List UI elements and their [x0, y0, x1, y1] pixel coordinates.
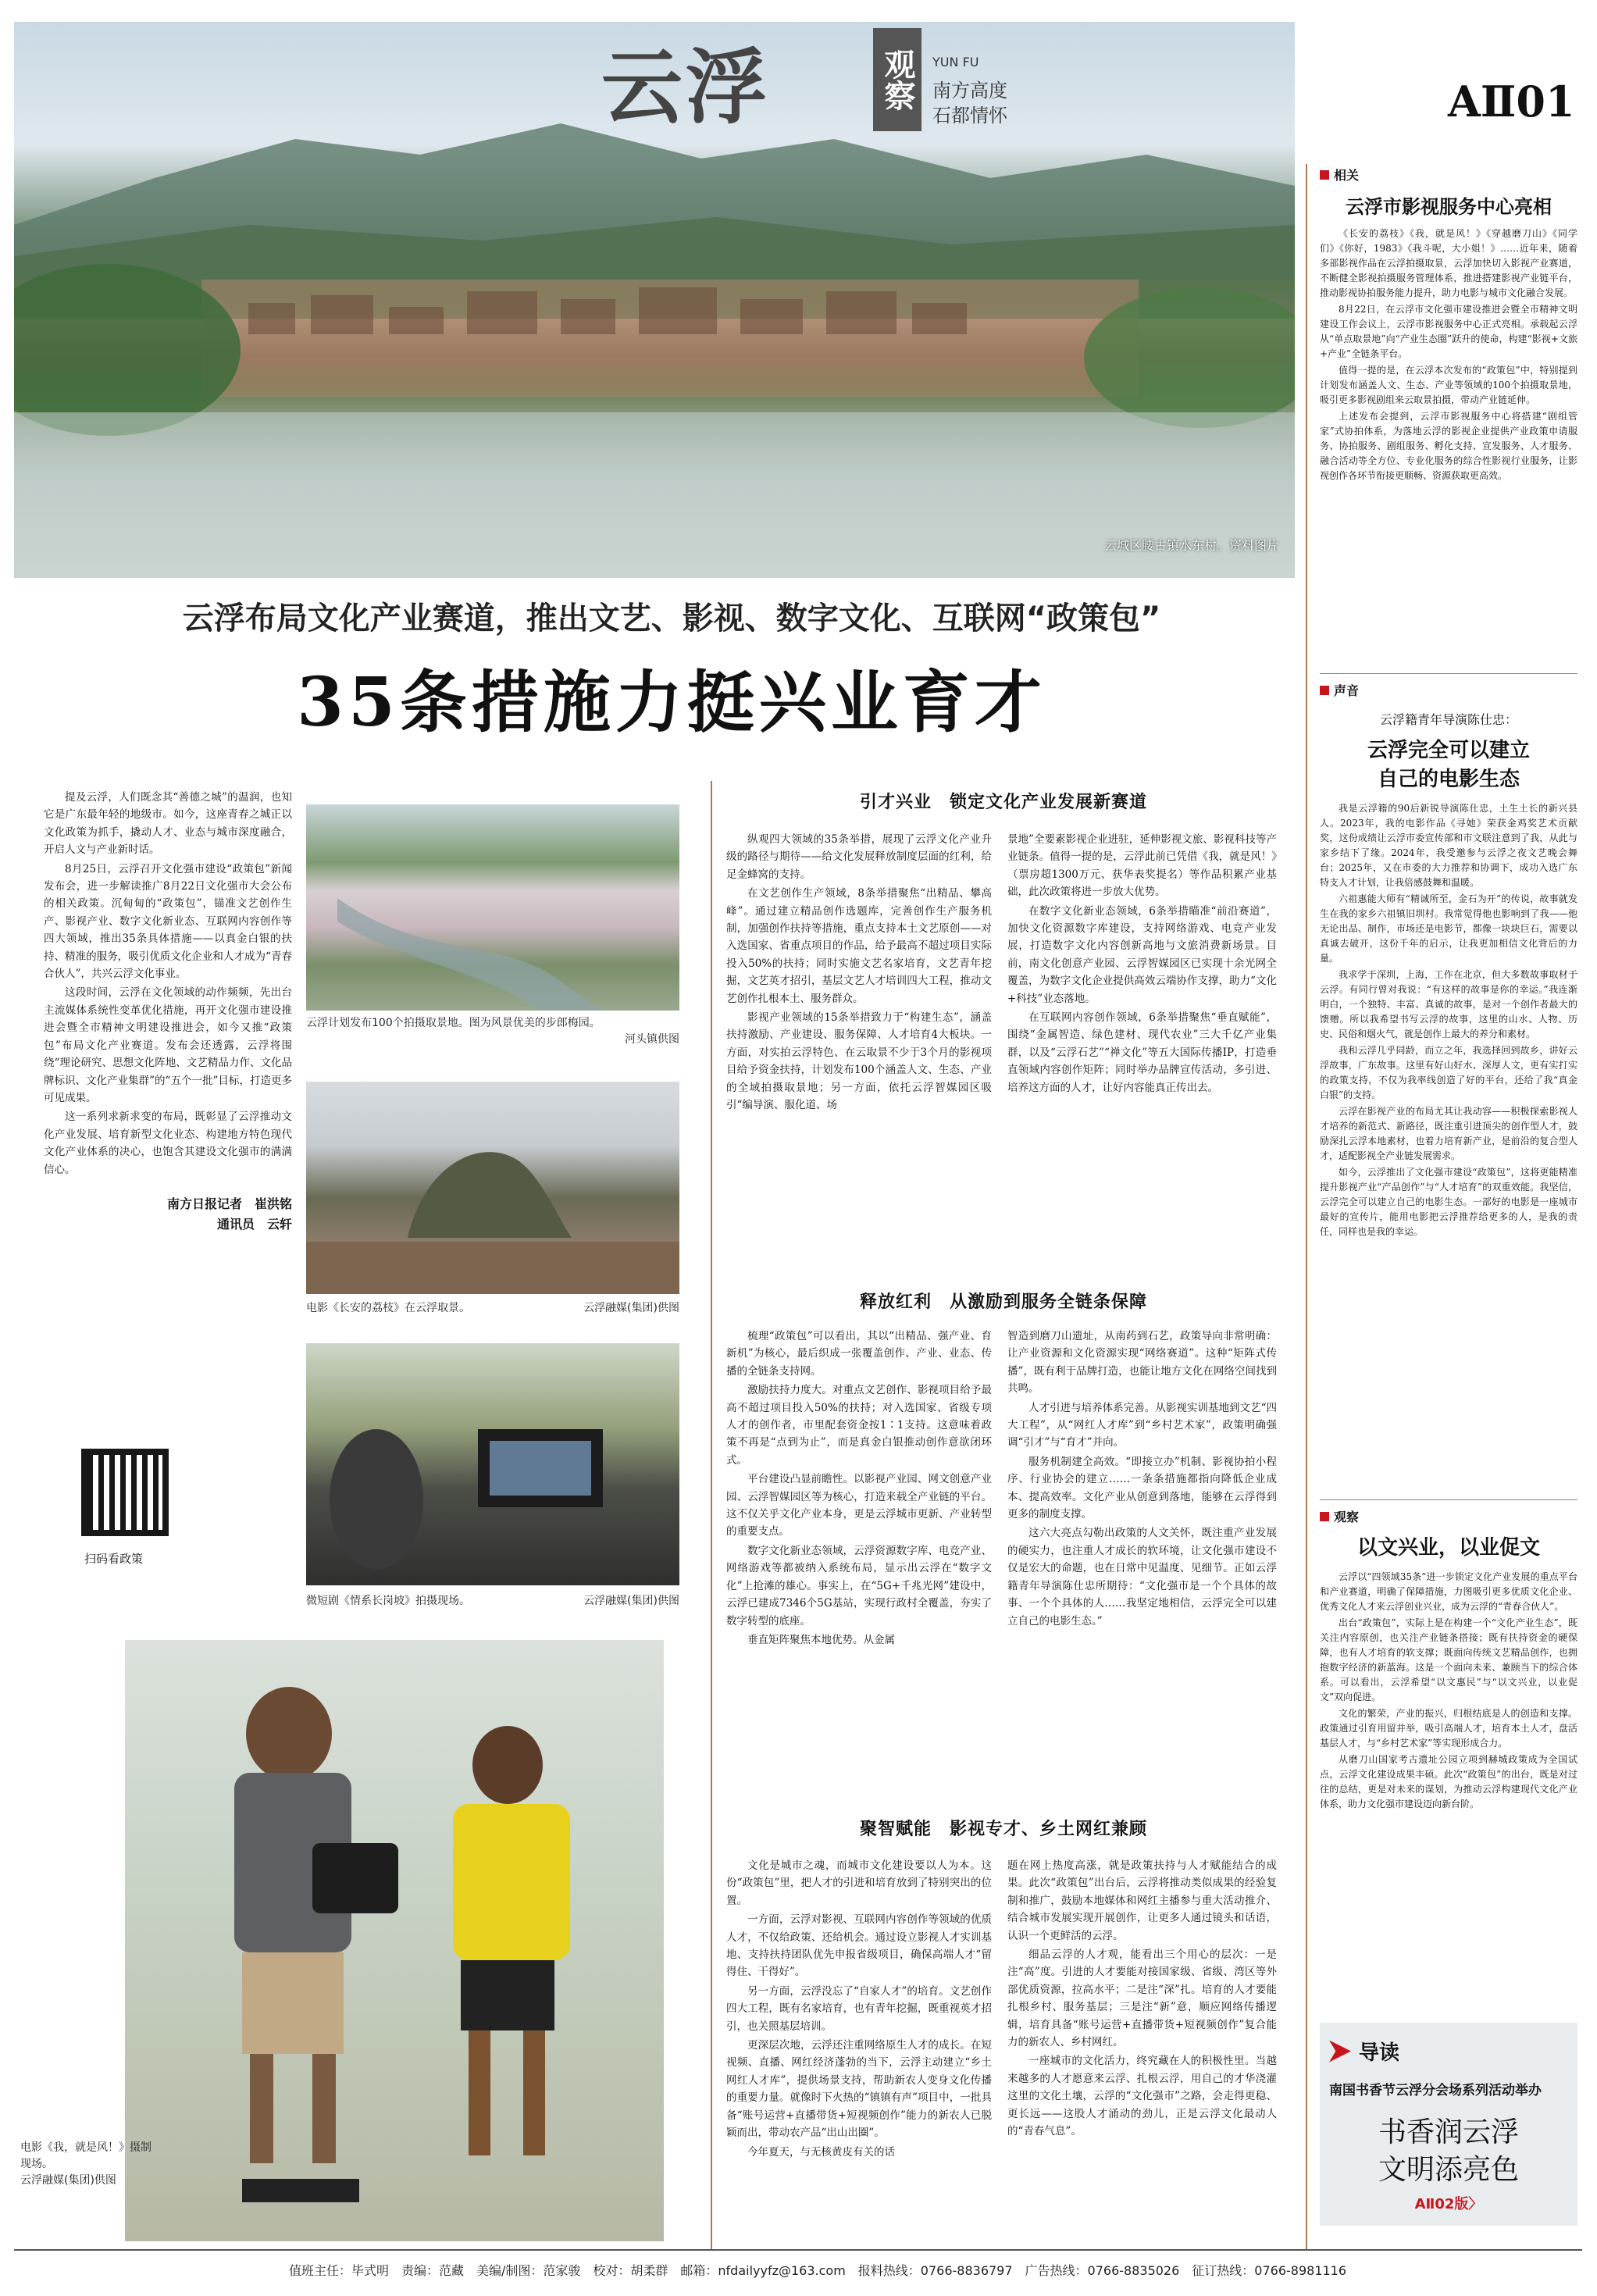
- plum-garden-scene: [306, 804, 679, 1011]
- caption-text: 云浮计划发布100个拍摄取景地。图为风景优美的步郎梅园。: [306, 1017, 601, 1029]
- guide-title-1: 书香润云浮: [1378, 2116, 1519, 2148]
- sidebar-paragraph: 云浮在影视产业的布局尤其让我动容——积极探索影视人才培养的新范式、新路径，既注重引进顶尖的创作型人才，鼓励深扎云浮本地素材，也着力培育新产业，是前沿的复合型人才，适配影视全产业链发展需求。: [1320, 1106, 1577, 1161]
- photo-running-scene: [125, 1640, 664, 2241]
- body-paragraph: 一方面，云浮对影视、互联网内容创作等领域的优质人才，不仅给政策、还给机会。通过设立影视人才实训基地、支持扶持团队优先申报省级项目，确保高端人才“留得住、干得好”。: [726, 1913, 992, 1979]
- sidebar-paragraph: 上述发布会提到，云浮市影视服务中心将搭建“剧组管家”式协拍体系，为落地云浮的影视企业提供产业政策申请服务、协拍服务、剧组服务、孵化支持、宣发服务、人才服务、融合活动等全方位、专业化服务的综合性影视行业服务，让影视创作各环节衔接更顺畅、资源获取更高效。: [1320, 411, 1577, 481]
- body-paragraph: 垂直矩阵聚焦本地优势。从金属: [747, 1633, 895, 1646]
- section-1-col-2: [1007, 831, 1277, 1098]
- sidebar-paragraph: 我和云浮几乎同龄，而立之年，我选择回到故乡，讲好云浮故事，广东故事。这里有好山好水、深厚人文，更有实打实的政策支持，不仅为我率线创造了好的平台，还给了我“真金白银”的支持。: [1320, 1045, 1577, 1100]
- section-heading: 引才兴业 锁定文化产业发展新赛道: [859, 793, 1147, 812]
- film-set-scene: [306, 1082, 679, 1294]
- policy-qr-code[interactable]: [81, 1449, 169, 1536]
- sidebar-paragraph: 如今，云浮推出了文化强市建设“政策包”，这将更能精准提升影视产业“产品创作”与“人才培育”的双重效能。我坚信，云浮完全可以建立自己的电影生态。一部好的电影是一座城市最好的宣传片，能用电影把云浮推荐给更多的人，是我的责任，同样也是我的幸运。: [1320, 1167, 1577, 1237]
- section-slogan-2: 石都情怀: [932, 105, 1007, 127]
- headline: 35条措施力挺兴业育才: [297, 663, 1046, 742]
- voice-kicker: 云浮籍青年导演陈仕忠：: [1379, 712, 1517, 727]
- sidebar-tag: [1320, 166, 1577, 184]
- sidebar-voice: [1320, 681, 1577, 1241]
- section-heading: 聚智赋能 影视专才、乡土网红兼顾: [859, 1820, 1147, 1839]
- body-paragraph: 人才引进与培养体系完善。从影视实训基地到文艺“四大工程”，从“网红人才库”到“乡村艺术家”，政策明确强调“引才”与“育才”并向。: [1007, 1401, 1277, 1449]
- hero-caption: 云城区腰古镇水东村。资料图片: [1103, 538, 1279, 553]
- tag-label: 观察: [1334, 1510, 1360, 1524]
- body-paragraph: 今年夏天，与无核黄皮有关的话: [747, 2145, 895, 2159]
- section-2-col-2: [1007, 1328, 1277, 1631]
- body-paragraph: 在数字文化新业态领域，6条举措瞄准“前沿赛道”，加快文化资源数字库建设，支持网络游戏、电竞产业发展，打造数字文化内容创新高地与文旅消费新场景。目前，南文化创意产业园、云浮智媒园区已实现十余光网全覆盖，为数字文化企业提供高效云端协作支撑，助力“文化+科技”业态落地。: [1007, 904, 1277, 1005]
- lead-paragraph: 8月25日，云浮召开文化强市建设“政策包”新闻发布会，进一步解读推广8月22日文化强市大会公布的相关政策。沉甸甸的“政策包”，锚准文艺创作生产、影视产业、数字文化新业态、互联网内容创作等四大领域，推出35条具体措施——以真金白银的扶持、精准的服务，吸引优质文化企业和人才成为“青春合伙人”，共兴云浮文化事业。: [44, 862, 292, 981]
- section-subtitle-box: 观察: [873, 28, 921, 131]
- tag-label: 声音: [1334, 683, 1360, 698]
- body-paragraph: 一座城市的文化活力，终究藏在人的积极性里。当越来越多的人才愿意来云浮、扎根云浮，用自己的才华浇灌这里的文化土壤，云浮的“文化强市”之路，会走得更稳、更长远——这股人才涌动的劲儿，正是云浮文化最动人的“青春气息”。: [1007, 2055, 1277, 2138]
- footer-credits: 值班主任：毕式明 责编：范藏 美编/制图：范家骏 校对：胡柔群 邮箱：nfdailyyfz@163.com 报料热线：0766-8836797 广告热线：0766-8835026 征订热线：0766-8981116: [289, 2263, 1347, 2278]
- body-paragraph: 另一方面，云浮没忘了“自家人才”的培育。文艺创作四大工程，既有名家培育，也有青年挖掘，既重视英才招引，也关照基层培训。: [726, 1984, 992, 2033]
- caption-credit: 云浮融媒(集团)供图: [583, 1595, 679, 1607]
- photo-caption: [306, 1015, 679, 1048]
- caption-credit: 云浮融媒(集团)供图: [20, 2174, 116, 2187]
- guide-line: 南国书香节云浮分会场系列活动举办: [1329, 2083, 1542, 2098]
- body-paragraph: 纵观四大领域的35条举措，展现了云浮文化产业升级的路径与期待——给文化发展释放制度层面的红利，给足金蜂窝的支持。: [726, 833, 992, 881]
- body-paragraph: 更深层次地，云浮还注重网络原生人才的成长。在短视频、直播、网红经济蓬勃的当下，云浮主动建立“乡土网红人才库”，提供场景支持，帮助新农人变身文化传播的重要力量。就像时下火热的“镇镇有声”项目中，一批具备“账号运营+直播带货+短视频创作”能力的新农人已脱颖而出，带动农产品“出山出圈”。: [726, 2039, 992, 2140]
- body-paragraph: 数字文化新业态领域，云浮资源数字库、电竞产业、网络游戏等都被纳入系统布局，显示出云浮在“数字文化”上抢滩的雄心。事实上，在“5G+千兆光网”建设中，云浮已建成7346个5G基站，实现行政村全覆盖，夯实了数字转型的底座。: [726, 1544, 992, 1628]
- guide-box[interactable]: [1320, 2023, 1577, 2226]
- body-paragraph: 智造到磨刀山遗址，从南药到石艺，政策导向非常明确：让产业资源和文化资源实现“网络赛道”。这种“矩阵式传播”，既有利于品牌打造，也能让地方文化在网络空间找到共鸣。: [1007, 1330, 1277, 1396]
- caption-text: 电影《我，就是风！》摄制现场。: [20, 2141, 152, 2170]
- byline-correspondent: 通讯员 云轩: [216, 1216, 292, 1232]
- body-paragraph: 这六大亮点勾勒出政策的人文关怀，既注重产业发展的硬实力，也注重人才成长的软环境，让文化强市建设不仅是宏大的命题，也在日常中见温度、见细节。正如云浮籍青年导演陈仕忠所期待：“文化强市是一个个具体的故事、一个个具体的人……我坚定地相信，云浮完全可以建立自己的电影生态。”: [1007, 1527, 1277, 1628]
- sidebar-paragraph: 《长安的荔枝》《我，就是风！》《穿越磨刀山》《同学们》《你好，1983》《我斗呢，大小姐！》……近年来，随着多部影视作品在云浮拍摄取景，云浮加快切入影视产业赛道，不断健全影视拍摄服务管理体系，推进搭建影视产业链平台，推动影视协拍服务能力提升，助力电影与城市文化融合发展。: [1320, 228, 1577, 298]
- body-paragraph: 在文艺创作生产领域，8条举措聚焦“出精品、攀高峰”。通过建立精品创作选题库，完善创作生产服务机制，加强创作扶持等措施，重点支持本土文艺原创——对入选国家、省重点项目的作品，给予最高不超过项目实际投入50%的扶持；同时实施文艺名家培育，文艺青年挖掘，文艺英才招引，基层文艺人才培训四大工程，推动文艺创作扎根本土、服务群众。: [726, 887, 992, 1005]
- sidebar-observe: [1320, 1507, 1577, 1813]
- body-paragraph: 梳理“政策包”可以看出，其以“出精品、强产业、育新机”为核心，最后织成一张覆盖创作、产业、业态、传播的全链条支持网。: [726, 1330, 992, 1378]
- caption-credit: 云浮融媒(集团)供图: [583, 1302, 679, 1314]
- lead-paragraph: 这段时间，云浮在文化领域的动作频频，先出台主流媒体系统性变革优化措施，再开文化强市建设推进会暨全市精神文明建设推进会，如今又推“政策包”布局文化产业赛道。发布会还透露，云浮将围绕“理论研究、思想文化阵地、文艺精品力作、文化品牌标识、文化产业集群”的“五个一批”目标，打造更多可见成果。: [44, 986, 292, 1104]
- sidebar-paragraph: 出台“政策包”，实际上是在构建一个“文化产业生态”，既关注内容原创，也关注产业链条搭接；既有扶持资金的硬保障，也有人才培育的软支撑；既面向传统文艺精品创作，也拥抱数字经济的新蓝海。这是一个面向未来、兼顾当下的综合体系。可以看出，云浮希望“以文惠民”与“以文兴业，以业促文”双向促进。: [1320, 1617, 1577, 1702]
- photo-caption: [306, 1593, 679, 1610]
- photo-caption: [20, 2140, 153, 2189]
- byline-reporter: 南方日报记者 崔洪铭: [166, 1196, 292, 1211]
- body-paragraph: 在互联网内容创作领域，6条举措聚焦“垂直赋能”，围绕“金属智造、绿色建材、现代农业”三大千亿产业集群，以及“云浮石艺”“禅文化”等五大国际传播IP，打造垂直领域内容创作矩阵；同时举办品牌宣传活动，多引进、培养这方面的人才，让好内容能真正传出去。: [1007, 1011, 1277, 1094]
- byline: [44, 1194, 292, 1235]
- body-paragraph: 影视产业领域的15条举措致力于“构建生态”，涵盖扶持激励、产业建设、服务保障、人才培育4大板块。一方面，对实拍云浮特色、在云取景不少于3个月的影视项目给予资金扶持，计划发布100个涵盖人文、生态、产业的全域拍摄取景地；另一方面，依托云浮智媒园区吸引“编导演、服化道、场: [726, 1011, 992, 1112]
- body-paragraph: 景地”全要素影视企业进驻，延伸影视文旅、影视科技等产业链条。值得一提的是，云浮此前已凭借《我，就是风！》（票房超1300万元、获华表奖提名）等作品积累产业基础，此次政策将进一步放大优势。: [1007, 833, 1277, 899]
- sidebar-paragraph: 我求学于深圳，上海，工作在北京，但大多数故事取材于云浮。有同行曾对我说：“有这样的故事是你的幸运。”我连渐明白，一个独特、丰富、真诚的故事，是对一个创作者最大的馈赠。所以我希望书写云浮的故事，这里的山水、人物、历史、民俗和烟火气，就是创作上最大的养分和素材。: [1320, 969, 1577, 1039]
- footer-rule: [14, 2249, 1582, 2251]
- body-paragraph: 文化是城市之魂，而城市文化建设要以人为本。这份“政策包”里，把人才的引进和培育放到了特别突出的位置。: [726, 1859, 992, 1907]
- sidebar-paragraph: 文化的繁荣，产业的振兴，归根结底是人的创造和支撑。政策通过引育用留并举，吸引高端人才，培育本土人才，盘活基层人才，与“乡村艺术家”等实现形成合力。: [1320, 1708, 1577, 1749]
- column-divider: [711, 781, 712, 2249]
- photo-short-drama: [306, 1343, 679, 1585]
- observe-title: 以文兴业，以业促文: [1356, 1536, 1540, 1560]
- sidebar: [1320, 166, 1577, 485]
- tag-label: 导读: [1359, 2041, 1400, 2065]
- body-paragraph: 平台建设凸显前瞻性。以影视产业园、网文创意产业园、云浮智媒园区等为核心，打造来载全产业链的平台。这不仅关乎文化产业本身，更是云浮城市更新、产业转型的重要支点。: [726, 1473, 992, 1538]
- body-paragraph: 服务机制建全高效。“即接立办”机制、影视协拍小程序、行业协会的建立……一条条措施都指向降低企业成本、提高效率。文化产业从创意到落地，能够在云浮得到更多的制度支撑。: [1007, 1455, 1277, 1521]
- sidebar-divider: [1320, 673, 1577, 674]
- sidebar-paragraph: 从磨刀山国家考古遗址公园立项到赫城政策成为全国试点，云浮文化建设成果丰硕。此次“政策包”的出台，既是对过往的总结，更是对未来的谋划，为推动云浮构建现代文化产业体系，助力文化强市建设迈向新台阶。: [1320, 1754, 1577, 1809]
- body-paragraph: 激励扶持力度大。对重点文艺创作、影视项目给予最高不超过项目投入50%的扶持；对入选国家、省级专项人才的创作者，市里配套资金按1∶1支持。这意味着政策不再是“点到为止”，而是真金白银推动创作意欲闭环式。: [726, 1384, 992, 1467]
- section-title-yunfu: 云浮: [601, 40, 771, 135]
- caption-text: 微短剧《情系长岗坡》拍摄现场。: [306, 1595, 470, 1607]
- sidebar-divider: [1320, 1499, 1577, 1500]
- section-slogan-1: 南方高度: [932, 80, 1007, 102]
- lead-paragraph: 这一系列求新求变的布局，既彰显了云浮推动文化产业发展、培育新型文化业态、构建地方特色现代文化产业体系的决心，也饱含其建设文化强市的满满信心。: [44, 1111, 292, 1176]
- sidebar-tag: [1320, 1507, 1577, 1525]
- section-2-col-1: [726, 1328, 992, 1650]
- guide-title-2: 文明添亮色: [1378, 2154, 1519, 2186]
- caption-text: 电影《长安的荔枝》在云浮取景。: [306, 1302, 470, 1314]
- guide-page-link[interactable]: [1320, 2193, 1577, 2213]
- sidebar-paragraph: 8月22日，在云浮市文化强市建设推进会暨全市精神文明建设工作会议上，云浮市影视服务中心正式亮相。承载起云浮从“单点取景地”向“产业生态圈”跃升的使命，构建“影视+文旅+产业”全链条平台。: [1320, 304, 1577, 359]
- kicker: 云浮布局文化产业赛道，推出文艺、影视、数字文化、互联网“政策包”: [182, 601, 1161, 636]
- tag-label: 相关: [1334, 168, 1360, 183]
- column-divider: [1306, 164, 1307, 2249]
- section-3-col-2: [1007, 1857, 1277, 2142]
- body-paragraph: 题在网上热度高涨，就是政策扶持与人才赋能结合的成果。此次“政策包”出台后，云浮将推动类似成果的经验复制和推广，鼓励本地媒体和网红主播参与重大活动推介、结合城市发展实现开展创作，让更多人通过镜头和话语，认识一个更鲜活的云浮。: [1007, 1859, 1277, 1942]
- running-scene: [125, 1640, 664, 2241]
- qr-label: 扫码看政策: [84, 1552, 144, 1566]
- photo-plum-garden: [306, 804, 679, 1011]
- section-3-col-1: [726, 1857, 992, 2162]
- guide-tag: [1329, 2037, 1399, 2066]
- sidebar-title: 云浮市影视服务中心亮相: [1346, 196, 1552, 218]
- photo-caption: [306, 1300, 679, 1317]
- short-drama-scene: [306, 1343, 679, 1585]
- section-yunfu-pinyin: YUN FU: [932, 55, 979, 70]
- voice-title-line-1: 云浮完全可以建立: [1367, 739, 1530, 762]
- photo-film-set: [306, 1082, 679, 1294]
- sidebar-paragraph: 六祖惠能大师有“精诚所至，金石为开”的传说，故事就发生在我的家乡六祖镇旧圳村。我常觉得他也影响到了我——他无论出品、制作，市场还是电影节，都像一块块巨石，需要以真诚去破开，这份千年的启示，让我更加相信文化背后的力量。: [1320, 893, 1577, 964]
- lead-paragraph: 提及云浮，人们既念其“善德之城”的温润，也知它是广东最年轻的地级市。如今，这座青春之城正以文化政策为抓手，撬动人才、业态与城市深度融合，开启人文与产业新时话。: [44, 791, 292, 857]
- sidebar-paragraph: 云浮以“四领域35条”进一步锁定文化产业发展的重点平台和产业赛道，明确了保障措施，力图吸引更多优质文化企业、优秀文化人才来云浮创业兴业，成为云浮的“青春合伙人”。: [1320, 1571, 1577, 1612]
- page-number: AⅡ01: [1448, 77, 1575, 127]
- lead-column: [44, 789, 292, 1235]
- guide-arrow-icon: [1329, 2041, 1351, 2062]
- sidebar-paragraph: 我是云浮籍的90后新锐导演陈仕忠，土生土长的新兴县人。2023年，我的电影作品《寻她》荣获金鸡奖艺术贡献奖，这份成绩让云浮市委宣传部和市文联注意到了我，从此与家乡结下了缘。2024年，我受邀参与云浮之夜文艺晚会舞台；2025年，又在市委的大力推荐和协调下，成功入选广东特支人才计划，让我倍感鼓舞和温暖。: [1320, 803, 1577, 888]
- body-paragraph: 细品云浮的人才观，能看出三个用心的层次：一是注“高”度。引进的人才要能对接国家级、省级、湾区等外部优质资源，拉高水平；二是注“深”扎。培育的人才要能扎根乡村、服务基层；三是注“新”意，顺应网络传播逻辑，培育具备“账号运营+直播带货+短视频创作”复合能力的新农人、乡村网红。: [1007, 1948, 1277, 2049]
- arrow-icon: 〉: [1468, 2196, 1483, 2212]
- voice-title-line-2: 自己的电影生态: [1377, 768, 1520, 791]
- caption-credit: 河头镇供图: [625, 1033, 679, 1046]
- section-1-col-1: [726, 831, 992, 1116]
- section-heading: 释放红利 从激励到服务全链条保障: [859, 1292, 1147, 1312]
- sidebar-tag: [1320, 681, 1577, 699]
- guide-page: AⅡ02版: [1414, 2196, 1469, 2212]
- sidebar-paragraph: 值得一提的是，在云浮本次发布的“政策包”中，特别提到计划发布涵盖人文、生态、产业等领域的100个拍摄取景地，吸引更多影视剧组来云取景拍摄，带动产业链延伸。: [1320, 365, 1577, 405]
